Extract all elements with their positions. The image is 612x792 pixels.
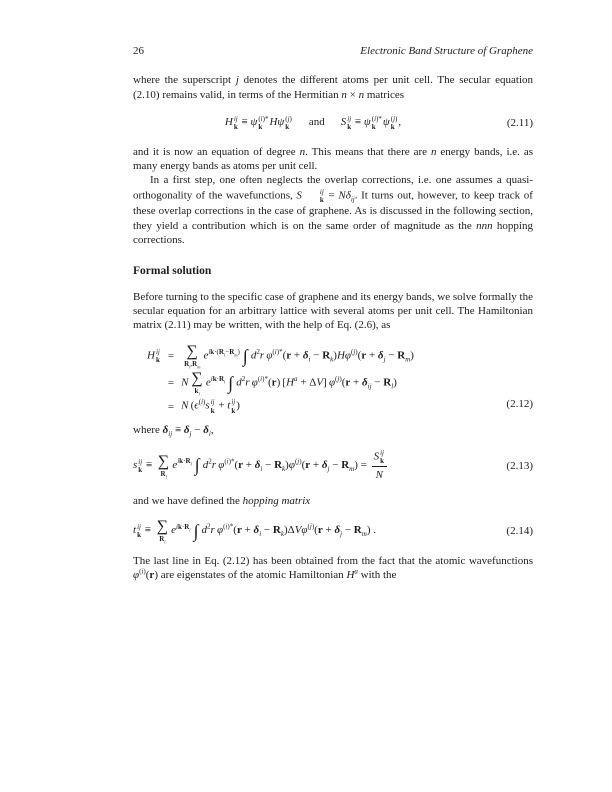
paragraph-before-turning: Before turning to the specific case of graphene and its energy bands, we solve formally the secular equation for an arbitrary lattice with several atoms per unit cell. The Hamiltonian matrix (2.11) may be written, with the help of Eq. (2.6), as bbox=[133, 290, 533, 332]
paragraph-secular-equation: where the superscript j denotes the different atoms per unit cell. The secular equation (2.10) remains valid, in terms of the Hermitian n × n matrices bbox=[133, 74, 533, 101]
paragraph-hopping-matrix: and we have defined the hopping matrix bbox=[133, 494, 311, 507]
equation-2-12 bbox=[133, 344, 533, 415]
eq212-row2-rhs: N ∑ $k_l$ $e^{ik\cdot R_l}$ ∫ $d^2r$ $\varphi^{(i)*}(r) [H^a + \Delta V] \varphi^{(j)}(r + \delta_{ij} - R_l)$ bbox=[181, 370, 397, 397]
equation-2-11-body: H ij k ≡ ψ (i)* k Hψ (j) k and S ij k ≡ ψ (i)* k ψ (j) k , bbox=[224, 114, 402, 132]
eq212-row1-rel: = bbox=[167, 350, 175, 363]
paragraph-overlap-corrections: In a first step, one often neglects the overlap corrections, i.e. one assumes a quasi-orthogonality of the wavefunctions, S ij k = $N\delta_{ij}$. It turns out, however, to keep track of these overlap corrections in the case of graphene. As is discussed in the following section, they yield a contribution which is on the same order of magnitude as the nnn hopping corrections. bbox=[133, 174, 533, 246]
eq212-row3-rel: = bbox=[167, 400, 175, 413]
equation-2-11-number: (2.11) bbox=[506, 117, 533, 130]
equation-2-14-body: t ij k ≡ ∑ $R_l$ $e^{ik\cdot R_l}$ ∫ $d^2r$ $\varphi^{(i)*}(r + \delta_i - R_k)\Delta V\varphi^{(j)}(r + \delta_j - R_m)$ . bbox=[133, 517, 376, 545]
equation-2-13-number: (2.13) bbox=[506, 459, 533, 472]
eq212-row1-rhs: ∑ $R_l,R_m$ $e^{ik\cdot(R_l-R_m)}$ ∫ $d^2r$ $\varphi^{(i)*}(r + \delta_i - R_k)H\varphi^{(j)}(r + \delta_j - R_m)$ bbox=[184, 343, 414, 370]
paragraph-where-delta: where $\delta_{ij} \equiv \delta_j - \delta_i$, bbox=[133, 424, 214, 439]
equation-2-13-body: s ij k ≡ ∑ $R_l$ $e^{ik\cdot R_l}$ ∫ $d^2r$ $\varphi^{(i)*}(r + \delta_i - R_k)\varphi^{(j)}(r + \delta_j - R_m)$ = S ij k N bbox=[133, 459, 389, 471]
eq212-row3-rhs: N ($\epsilon^{(i)}s$ ij k + t ij k ) bbox=[181, 398, 240, 415]
text-block bbox=[133, 44, 533, 582]
equation-2-14-number: (2.14) bbox=[506, 524, 533, 537]
equation-2-13 bbox=[133, 449, 533, 483]
equation-2-12-rows bbox=[147, 344, 533, 415]
equation-2-14 bbox=[133, 519, 533, 543]
running-title: Electronic Band Structure of Graphene bbox=[360, 45, 533, 57]
equation-2-12-number: (2.12) bbox=[506, 397, 533, 410]
eq212-row2-rel: = bbox=[167, 377, 175, 390]
section-heading-formal-solution: Formal solution bbox=[133, 265, 212, 278]
paragraph-last-line: The last line in Eq. (2.12) has been obtained from the fact that the atomic wavefunctions $\varphi^{(i)}(r)$ are eigenstates of the atomic Hamiltonian $H^a$ with the bbox=[133, 554, 533, 582]
page-number: 26 bbox=[133, 45, 144, 57]
page-header bbox=[133, 44, 533, 58]
equation-2-11 bbox=[133, 115, 533, 132]
paragraph-degree-n: and it is now an equation of degree n. This means that there are n energy bands, i.e. as many energy bands as atoms per unit cell. bbox=[133, 145, 533, 172]
eq212-row1-lhs: H ij k bbox=[147, 348, 160, 365]
